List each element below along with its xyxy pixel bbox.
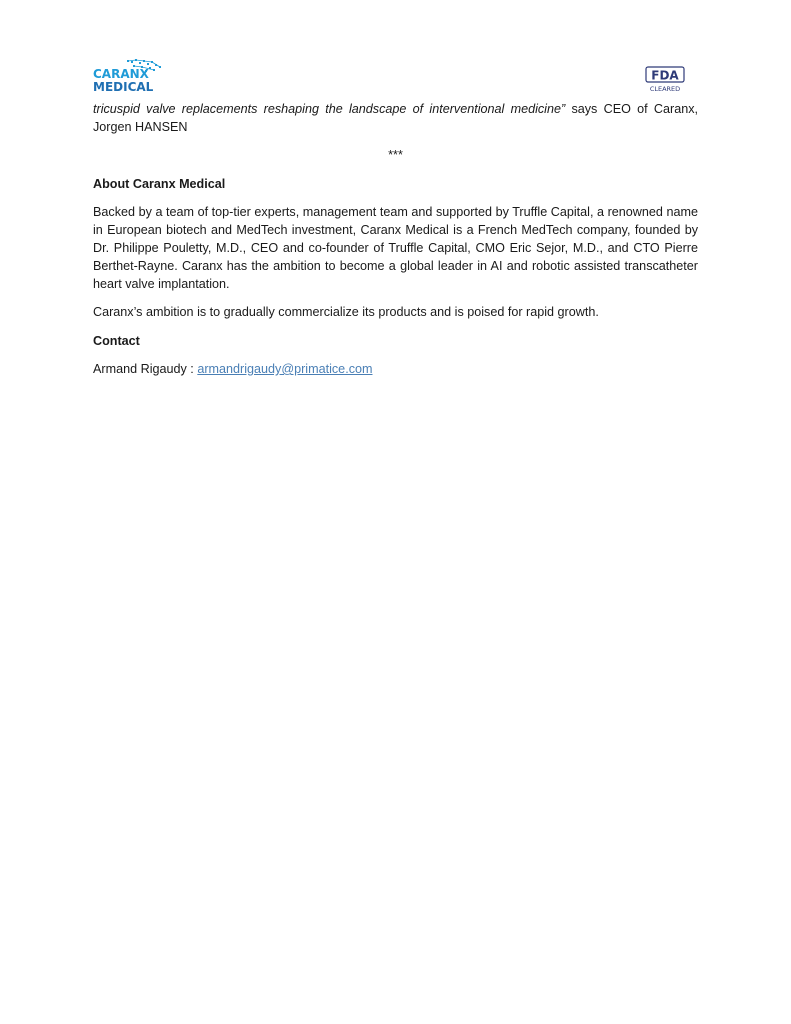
contact-heading: Contact bbox=[93, 334, 140, 348]
caranx-logo-icon bbox=[93, 58, 165, 94]
contact-email-link[interactable]: armandrigaudy@primatice.com bbox=[197, 362, 373, 376]
fda-badge-text: FDA bbox=[651, 68, 679, 83]
about-paragraph: Backed by a team of top-tier experts, management team and supported by Truffle Capital, a renowned name in European biotech and MedTech investment, Caranx Medical is a French MedTech company, founded by Dr. Philippe Pouletty, M.D., CEO and co-founder of Truffle Capital, CMO Eric Sejor, M.D., and CTO Pierre Berthet-Rayne. Caranx has the ambition to become a global leader in AI and robotic assisted transcatheter heart valve implantation. bbox=[93, 205, 698, 291]
fda-cleared-text: CLEARED bbox=[649, 85, 681, 93]
contact-line bbox=[93, 360, 698, 378]
document-body bbox=[93, 100, 698, 378]
logo-word-medical: MEDICAL bbox=[93, 80, 154, 94]
ceo-quote-italic: tricuspid valve replacements reshaping the landscape of interventional medicine” bbox=[93, 102, 566, 116]
section-separator: *** bbox=[388, 148, 403, 162]
fda-badge-icon bbox=[644, 66, 688, 94]
ceo-quote-author: Jorgen HANSEN bbox=[93, 120, 188, 134]
caranx-medical-logo bbox=[93, 58, 165, 94]
ceo-quote-line bbox=[93, 100, 698, 118]
ambition-paragraph: Caranx’s ambition is to gradually commercialize its products and is poised for rapid growth. bbox=[93, 305, 599, 319]
ceo-quote-attribution: says CEO of Caranx, bbox=[565, 102, 698, 116]
fda-cleared-badge bbox=[644, 66, 688, 94]
logo-word-caranx: CARANX bbox=[93, 67, 149, 81]
about-heading: About Caranx Medical bbox=[93, 177, 226, 191]
contact-name: Armand Rigaudy : bbox=[93, 362, 198, 376]
